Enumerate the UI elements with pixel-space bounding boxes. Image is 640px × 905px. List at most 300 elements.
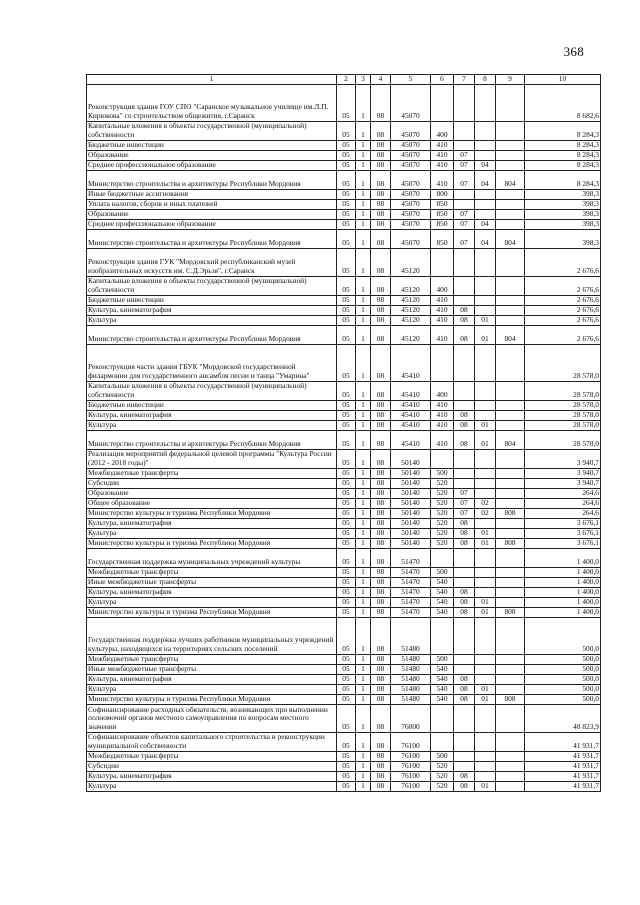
code-cell: 08 [454,306,475,316]
code-cell: 51480 [391,665,431,675]
table-row [87,411,601,421]
code-cell [454,122,475,141]
code-cell: 804 [496,230,525,249]
table-row [87,549,601,568]
header-cell: 3 [356,75,371,85]
code-cell: 850 [431,230,454,249]
code-cell [475,249,496,277]
table-row [87,171,601,190]
code-cell: 45070 [391,230,431,249]
code-cell: 1 [356,161,371,171]
code-cell [475,618,496,655]
code-cell: 1 [356,210,371,220]
row-label-cell: Образование [87,210,337,220]
code-cell [496,489,525,499]
code-cell: 76100 [391,733,431,752]
code-cell: 01 [475,316,496,326]
code-cell: 50140 [391,479,431,489]
code-cell: 01 [475,608,496,618]
code-cell: 500 [431,568,454,578]
code-cell: 520 [431,772,454,782]
row-label-cell: Культура [87,598,337,608]
code-cell: 45120 [391,326,431,345]
code-cell [496,151,525,161]
code-cell [454,277,475,296]
code-cell: 410 [431,326,454,345]
code-cell [496,382,525,401]
code-cell [454,665,475,675]
table-row [87,782,601,792]
code-cell [496,401,525,411]
code-cell: 50140 [391,450,431,469]
row-label-cell: Капитальные вложения в объекты государственной (муниципальной) собственности [87,277,337,296]
table-row [87,296,601,306]
amount-cell: 264,6 [525,489,601,499]
table-row [87,200,601,210]
row-label-cell: Культура, кинематография [87,772,337,782]
code-cell: 410 [431,296,454,306]
code-cell: 08 [371,479,391,489]
table-row [87,469,601,479]
code-cell: 05 [337,230,356,249]
code-cell [431,345,454,382]
code-cell: 1 [356,190,371,200]
header-cell: 10 [525,75,601,85]
code-cell: 45070 [391,161,431,171]
code-cell: 540 [431,675,454,685]
code-cell: 804 [496,326,525,345]
code-cell: 05 [337,539,356,549]
code-cell [475,675,496,685]
code-cell: 410 [431,171,454,190]
code-cell: 410 [431,401,454,411]
code-cell: 1 [356,618,371,655]
code-cell: 05 [337,469,356,479]
code-cell: 51480 [391,685,431,695]
code-cell: 410 [431,431,454,450]
table-row [87,499,601,509]
row-label-cell: Культура, кинематография [87,519,337,529]
code-cell [475,578,496,588]
table-row [87,752,601,762]
header-cell: 6 [431,75,454,85]
row-label-cell: Межбюджетные трансферты [87,655,337,665]
code-cell: 05 [337,326,356,345]
code-cell [496,618,525,655]
code-cell: 45120 [391,296,431,306]
code-cell: 410 [431,141,454,151]
table-row [87,326,601,345]
code-cell [475,772,496,782]
row-label-cell: Реконструкция здания ГУК "Мордовский республиканский музей изобразительных искусств им. С.Д.Эрьзя", г.Саранск [87,249,337,277]
code-cell: 45120 [391,249,431,277]
code-cell: 1 [356,479,371,489]
code-cell: 08 [371,85,391,122]
code-cell: 05 [337,401,356,411]
code-cell [475,588,496,598]
code-cell [496,411,525,421]
code-cell: 1 [356,296,371,306]
code-cell: 520 [431,519,454,529]
code-cell: 01 [475,598,496,608]
code-cell: 1 [356,685,371,695]
code-cell: 05 [337,568,356,578]
code-cell: 520 [431,529,454,539]
row-label-cell: Культура [87,782,337,792]
code-cell [496,190,525,200]
amount-cell: 398,3 [525,220,601,230]
code-cell: 08 [371,685,391,695]
code-cell: 520 [431,539,454,549]
code-cell [496,578,525,588]
table-row [87,665,601,675]
table-row [87,450,601,469]
code-cell: 08 [371,382,391,401]
row-label-cell: Культура [87,421,337,431]
code-cell: 08 [371,450,391,469]
code-cell: 45070 [391,190,431,200]
code-cell: 08 [371,220,391,230]
amount-cell: 8 284,3 [525,171,601,190]
code-cell [454,401,475,411]
code-cell: 08 [371,608,391,618]
code-cell: 08 [371,675,391,685]
code-cell: 51470 [391,549,431,568]
code-cell: 08 [371,519,391,529]
table-row [87,588,601,598]
code-cell: 05 [337,479,356,489]
code-cell: 1 [356,326,371,345]
code-cell: 08 [454,772,475,782]
code-cell: 08 [371,489,391,499]
amount-cell: 2 676,6 [525,306,601,316]
code-cell [454,141,475,151]
code-cell: 05 [337,431,356,450]
header-cell: 2 [337,75,356,85]
code-cell: 08 [371,618,391,655]
code-cell [475,762,496,772]
code-cell: 804 [496,171,525,190]
code-cell: 05 [337,161,356,171]
amount-cell: 500,0 [525,618,601,655]
row-label-cell: Среднее профессиональное образование [87,220,337,230]
code-cell: 410 [431,411,454,421]
amount-cell: 8 284,3 [525,141,601,151]
code-cell: 45070 [391,85,431,122]
header-cell: 5 [391,75,431,85]
table-row [87,151,601,161]
row-label-cell: Среднее профессиональное образование [87,161,337,171]
code-cell [431,549,454,568]
code-cell [475,519,496,529]
code-cell: 1 [356,141,371,151]
code-cell [496,200,525,210]
row-label-cell: Иные бюджетные ассигнования [87,190,337,200]
code-cell: 410 [431,151,454,161]
code-cell: 1 [356,316,371,326]
header-row [87,75,601,85]
code-cell: 05 [337,733,356,752]
code-cell: 540 [431,695,454,705]
row-label-cell: Иные межбюджетные трансферты [87,665,337,675]
code-cell: 50140 [391,539,431,549]
code-cell: 05 [337,509,356,519]
row-label-cell: Министерство строительства и архитектуры Республики Мордовия [87,431,337,450]
amount-cell: 1 400,0 [525,568,601,578]
code-cell [496,598,525,608]
code-cell: 540 [431,598,454,608]
code-cell: 05 [337,171,356,190]
row-label-cell: Бюджетные инвестиции [87,296,337,306]
code-cell: 08 [371,411,391,421]
code-cell: 1 [356,598,371,608]
row-label-cell: Государственная поддержка муниципальных учреждений культуры [87,549,337,568]
amount-cell: 3 940,7 [525,479,601,489]
code-cell: 1 [356,200,371,210]
code-cell [496,306,525,316]
code-cell: 76000 [391,705,431,733]
code-cell [454,752,475,762]
code-cell: 05 [337,220,356,230]
code-cell: 51470 [391,588,431,598]
code-cell [475,665,496,675]
code-cell [454,762,475,772]
code-cell: 45410 [391,401,431,411]
code-cell: 08 [371,141,391,151]
code-cell: 1 [356,762,371,772]
row-label-cell: Капитальные вложения в объекты государственной (муниципальной) собственности [87,382,337,401]
code-cell: 07 [454,161,475,171]
code-cell: 05 [337,762,356,772]
table-row [87,705,601,733]
code-cell: 05 [337,249,356,277]
amount-cell: 3 676,1 [525,529,601,539]
code-cell: 05 [337,608,356,618]
code-cell: 08 [454,431,475,450]
code-cell: 804 [496,431,525,450]
code-cell: 08 [454,675,475,685]
code-cell: 540 [431,685,454,695]
code-cell: 05 [337,122,356,141]
code-cell: 1 [356,469,371,479]
code-cell: 410 [431,316,454,326]
code-cell: 07 [454,509,475,519]
code-cell [496,469,525,479]
code-cell: 01 [475,685,496,695]
amount-cell: 28 578,0 [525,345,601,382]
table-row [87,489,601,499]
code-cell: 08 [371,499,391,509]
code-cell [475,210,496,220]
amount-cell: 8 682,6 [525,85,601,122]
amount-cell: 2 676,6 [525,249,601,277]
code-cell: 05 [337,695,356,705]
amount-cell: 8 284,3 [525,151,601,161]
table-row [87,675,601,685]
code-cell: 1 [356,450,371,469]
code-cell: 50140 [391,489,431,499]
code-cell: 1 [356,171,371,190]
code-cell: 1 [356,772,371,782]
code-cell [475,85,496,122]
code-cell [496,277,525,296]
code-cell: 50140 [391,469,431,479]
amount-cell: 28 578,0 [525,382,601,401]
code-cell: 1 [356,782,371,792]
code-cell: 500 [431,469,454,479]
amount-cell: 2 676,6 [525,316,601,326]
code-cell [454,296,475,306]
code-cell: 08 [371,469,391,479]
code-cell [475,122,496,141]
code-cell: 50140 [391,519,431,529]
code-cell: 08 [371,296,391,306]
code-cell: 1 [356,499,371,509]
code-cell: 05 [337,675,356,685]
amount-cell: 398,3 [525,190,601,200]
code-cell: 08 [371,151,391,161]
code-cell: 400 [431,277,454,296]
row-label-cell: Культура [87,685,337,695]
code-cell: 08 [371,752,391,762]
code-cell [475,469,496,479]
code-cell: 05 [337,489,356,499]
amount-cell: 1 400,0 [525,608,601,618]
amount-cell: 41 931,7 [525,782,601,792]
code-cell: 1 [356,230,371,249]
code-cell [496,479,525,489]
code-cell: 05 [337,85,356,122]
table-row [87,230,601,249]
code-cell: 45070 [391,171,431,190]
code-cell: 45070 [391,200,431,210]
code-cell: 520 [431,782,454,792]
code-cell: 08 [454,695,475,705]
code-cell [431,733,454,752]
header-cell: 8 [475,75,496,85]
code-cell [475,190,496,200]
code-cell: 808 [496,608,525,618]
table-row [87,519,601,529]
code-cell: 02 [475,499,496,509]
row-label-cell: Культура, кинематография [87,306,337,316]
code-cell: 540 [431,578,454,588]
code-cell: 850 [431,210,454,220]
header-cell: 1 [87,75,337,85]
code-cell: 50140 [391,529,431,539]
amount-cell: 500,0 [525,695,601,705]
table-row [87,431,601,450]
code-cell [475,568,496,578]
code-cell: 540 [431,608,454,618]
code-cell: 05 [337,598,356,608]
code-cell [475,296,496,306]
code-cell [454,249,475,277]
header-cell: 7 [454,75,475,85]
amount-cell: 1 400,0 [525,549,601,568]
amount-cell: 8 284,3 [525,161,601,171]
code-cell: 08 [371,230,391,249]
code-cell: 08 [371,190,391,200]
row-label-cell: Бюджетные инвестиции [87,401,337,411]
code-cell: 08 [454,411,475,421]
code-cell: 05 [337,306,356,316]
code-cell [454,450,475,469]
code-cell [496,450,525,469]
code-cell: 08 [371,529,391,539]
row-label-cell: Общее образование [87,499,337,509]
amount-cell: 41 931,7 [525,762,601,772]
code-cell: 50140 [391,499,431,509]
code-cell [496,529,525,539]
code-cell: 08 [371,705,391,733]
code-cell: 05 [337,772,356,782]
row-label-cell: Культура, кинематография [87,411,337,421]
code-cell: 01 [475,782,496,792]
amount-cell: 2 676,6 [525,296,601,306]
row-label-cell: Субсидии [87,762,337,772]
code-cell: 1 [356,122,371,141]
page-number: 368 [563,44,584,59]
row-label-cell: Министерство культуры и туризма Республики Мордовия [87,608,337,618]
code-cell: 1 [356,151,371,161]
code-cell [475,401,496,411]
code-cell: 08 [371,200,391,210]
code-cell: 08 [454,539,475,549]
table-row [87,345,601,382]
code-cell: 45410 [391,382,431,401]
amount-cell: 28 578,0 [525,431,601,450]
code-cell: 08 [454,782,475,792]
code-cell: 50140 [391,509,431,519]
code-cell [454,733,475,752]
table-row [87,598,601,608]
code-cell: 45070 [391,210,431,220]
row-label-cell: Министерство строительства и архитектуры Республики Мордовия [87,171,337,190]
amount-cell: 41 931,7 [525,752,601,762]
code-cell: 520 [431,509,454,519]
code-cell: 05 [337,210,356,220]
table-row [87,539,601,549]
code-cell: 08 [371,431,391,450]
amount-cell: 28 578,0 [525,411,601,421]
code-cell [496,316,525,326]
code-cell: 45070 [391,151,431,161]
code-cell: 05 [337,578,356,588]
code-cell [454,578,475,588]
code-cell: 400 [431,382,454,401]
amount-cell: 3 940,7 [525,450,601,469]
code-cell: 08 [371,655,391,665]
amount-cell: 500,0 [525,685,601,695]
row-label-cell: Межбюджетные трансферты [87,752,337,762]
table-row [87,421,601,431]
amount-cell: 1 400,0 [525,598,601,608]
row-label-cell: Софинансирование расходных обязательств, возникающих при выполнении полномочий органов местного самоуправления по вопросам местного значения [87,705,337,733]
code-cell: 51480 [391,618,431,655]
code-cell: 08 [454,529,475,539]
code-cell: 08 [371,588,391,598]
code-cell: 45120 [391,306,431,316]
code-cell: 1 [356,529,371,539]
code-cell [496,782,525,792]
code-cell [475,277,496,296]
code-cell [475,345,496,382]
amount-cell: 28 578,0 [525,401,601,411]
code-cell: 1 [356,695,371,705]
table-row [87,85,601,122]
code-cell [431,249,454,277]
